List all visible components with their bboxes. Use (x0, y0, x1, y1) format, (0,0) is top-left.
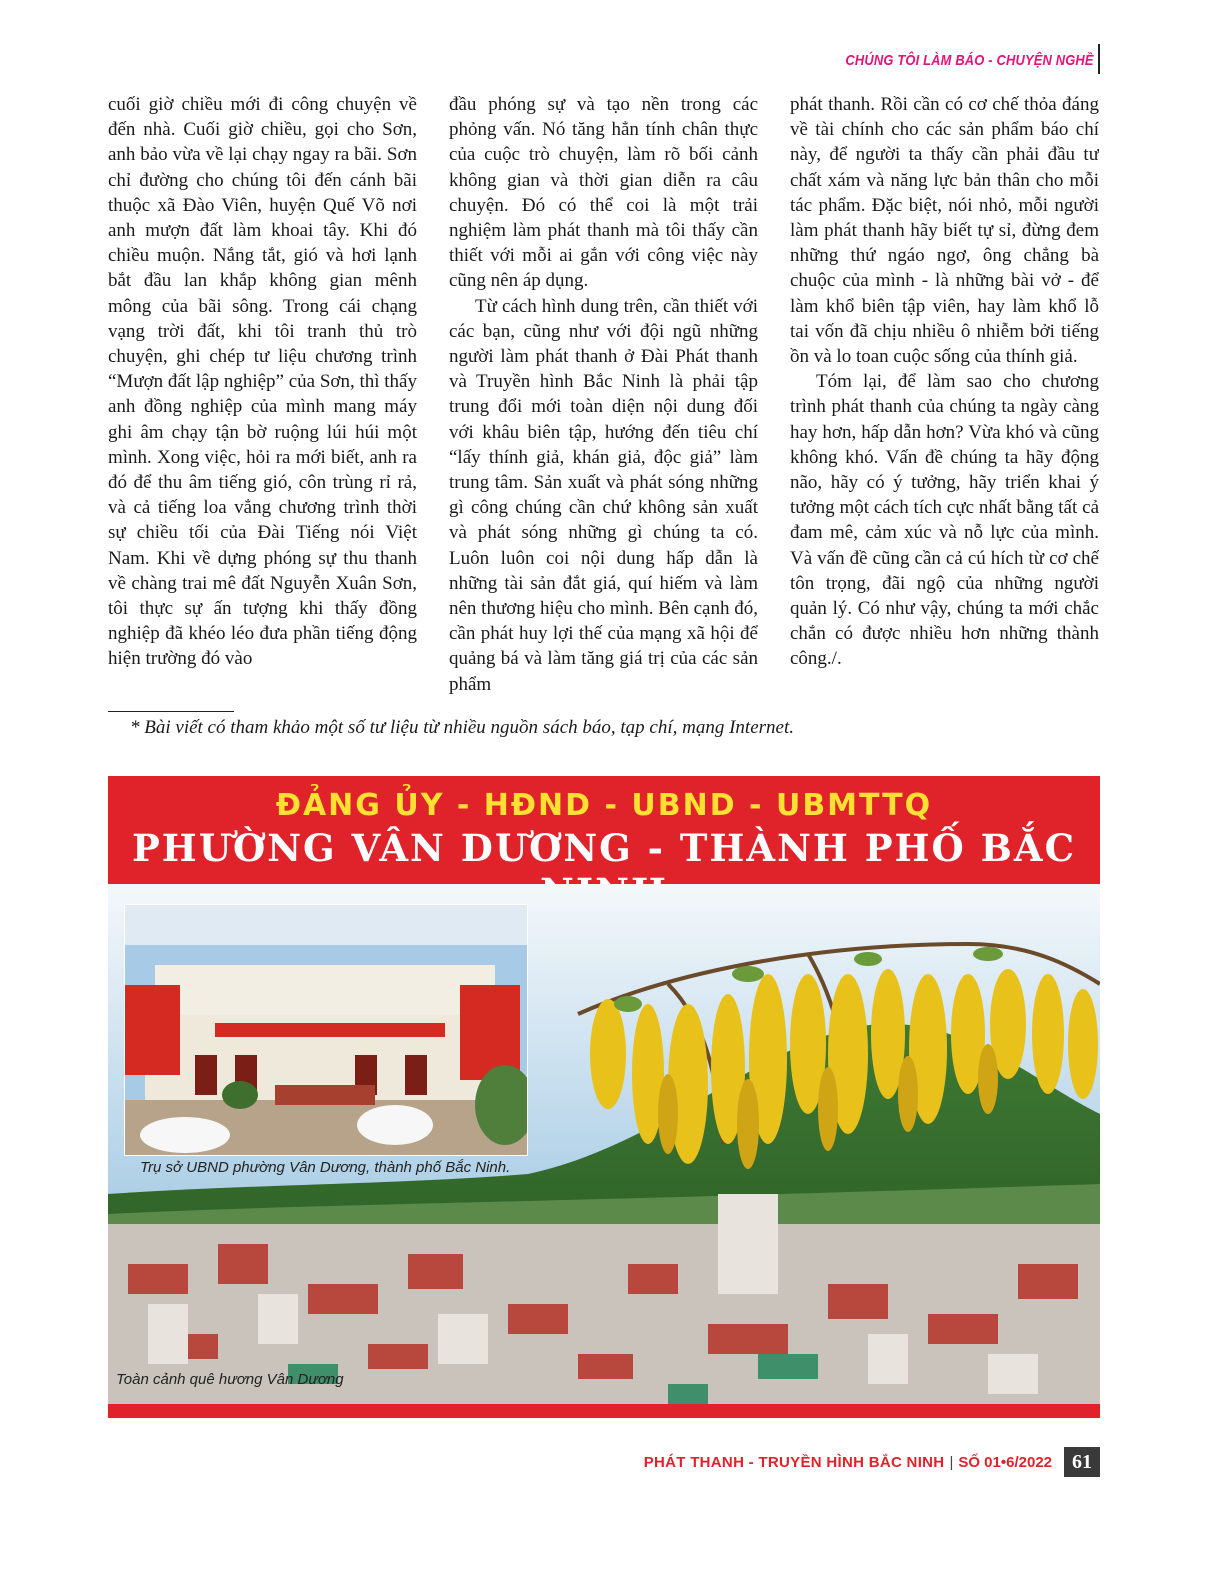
banner-organizations: ĐẢNG ỦY - HĐND - UBND - UBMTTQ (275, 788, 933, 823)
paragraph: Tóm lại, để làm sao cho chương trình phát thanh của chúng ta ngày càng hay hơn, hấp dẫn hơn? Vừa khó và cũng không khó. Vấn đề chúng ta hãy động não, hãy có ý tưởng, hãy triển khai ý tưởng một cách tích cực nhất bằng tất cả đam mê, cảm xúc và nỗ lực của mình. Và vấn đề cũng cần cả cú hích từ cơ chế tôn trọng, đãi ngộ của những người quản lý. Có như vậy, chúng ta mới chắc chắn có được nhiều hơn những thành công./. (790, 371, 1099, 670)
ad-banner (108, 776, 1100, 884)
banner-ward-name: PHƯỜNG VÂN DƯƠNG - THÀNH PHỐ BẮC (131, 826, 1077, 870)
panorama-caption: Toàn cảnh quê hương Vân Dương (116, 1371, 344, 1388)
page-number: 61 (1064, 1447, 1100, 1477)
paragraph: đầu phóng sự và tạo nền trong các phỏng vấn. Nó tăng hẳn tính chân thực của cuộc trò chuyện, làm rõ bối cảnh không gian và thời gian diễn ra câu chuyện. Đó có thể coi là một trải nghiệm làm phát thanh mà tôi thấy cần thiết với mỗi ai gắn với công việc này cũng nên áp dụng. (449, 94, 758, 292)
paragraph: cuối giờ chiều mới đi công chuyện về đến nhà. Cuối giờ chiều, gọi cho Sơn, anh bảo vừa về lại chạy ngay ra bãi. Sơn chỉ đường cho chúng tôi đến cánh bãi thuộc xã Đào Viên, huyện Quế Võ nơi anh mượn đất làm khoai tây. Khi đó chiều muộn. Nắng tắt, gió và hơi lạnh bắt đầu lan khắp không gian mênh mông của bãi sông. Trong cái chạng vạng trời đất, khi tôi tranh thủ trò chuyện, ghi chép tư liệu chương trình “Mượn đất lập nghiệp” của Sơn, thì thấy anh đồng nghiệp của mình mang máy ghi âm chạy tận bờ ruộng lúi húi một mình. Xong việc, hỏi ra mới biết, anh ra đó để thu âm tiếng gió, côn trùng rỉ rả, và cả tiếng loa vẳng chương trình thời sự chiều tối của Đài Tiếng nói Việt Nam. Khi về dựng phóng sự thu thanh về chàng trai mê đất Nguyễn Xuân Sơn, tôi thực sự ấn tượng khi thấy đồng nghiệp đã khéo léo đưa phần tiếng động hiện trường đó vào (108, 94, 417, 670)
page-footer (644, 1447, 1100, 1477)
footnote-rule (108, 711, 234, 712)
inset-caption: Trụ sở UBND phường Vân Dương, thành phố Bắc Ninh. (140, 1159, 511, 1176)
paragraph: phát thanh. Rồi cần có cơ chế thỏa đáng về tài chính cho các sản phẩm báo chí này, để người ta thấy cần phải đầu tư chất xám và năng lực bản thân cho mỗi tác phẩm. Đặc biệt, nói nhỏ, mỗi người làm phát thanh hãy biết tự sỉ, đừng đem những thứ ngáo ngơ, ông chẳng bà chuộc của mình - là những bài vở - để làm khổ biên tập viên, hay làm khổ lỗ tai vốn đã chịu nhiều ô nhiễm bởi tiếng ồn và lo toan cuộc sống của thính giả. (790, 94, 1099, 368)
publication-name: PHÁT THANH - TRUYỀN HÌNH BẮC NINH (643, 1453, 945, 1471)
article-columns (108, 92, 1100, 698)
issue-number: SỐ 01•6/2022 (958, 1453, 1052, 1471)
office-building-photo (125, 905, 527, 1155)
article-column-3 (790, 92, 1099, 698)
footer-separator: | (949, 1453, 954, 1471)
ad-photo-area (108, 884, 1100, 1404)
article-column-2 (449, 92, 758, 698)
article-column-1 (108, 92, 417, 698)
running-header: CHÚNG TÔI LÀM BÁO - CHUYỆN NGHỀ (845, 52, 1094, 69)
paragraph: Từ cách hình dung trên, cần thiết với các bạn, cũng như với đội ngũ những người làm phát thanh ở Đài Phát thanh và Truyền hình Bắc Ninh là phải tập trung đổi mới toàn diện nội dung đối với khâu biên tập, hướng đến tiêu chí “lấy thính giả, khán giả, độc giả” làm trung tâm. Sản xuất và phát sóng những gì công chúng cần chứ không sản xuất và phát sóng những gì chúng ta có. Luôn luôn coi nội dung hấp dẫn là những tài sản đắt giá, quí hiếm và làm nên thương hiệu cho mình. Bên cạnh đó, cần phát huy lợi thế của mạng xã hội để quảng bá và làm tăng giá trị của các sản phẩm (449, 295, 758, 695)
footnote: * Bài viết có tham khảo một số tư liệu từ nhiều nguồn sách báo, tạp chí, mạng Internet. (130, 717, 794, 738)
inset-photo (124, 904, 528, 1156)
ad-bottom-strip (108, 1404, 1100, 1418)
header-rule (1098, 44, 1100, 74)
